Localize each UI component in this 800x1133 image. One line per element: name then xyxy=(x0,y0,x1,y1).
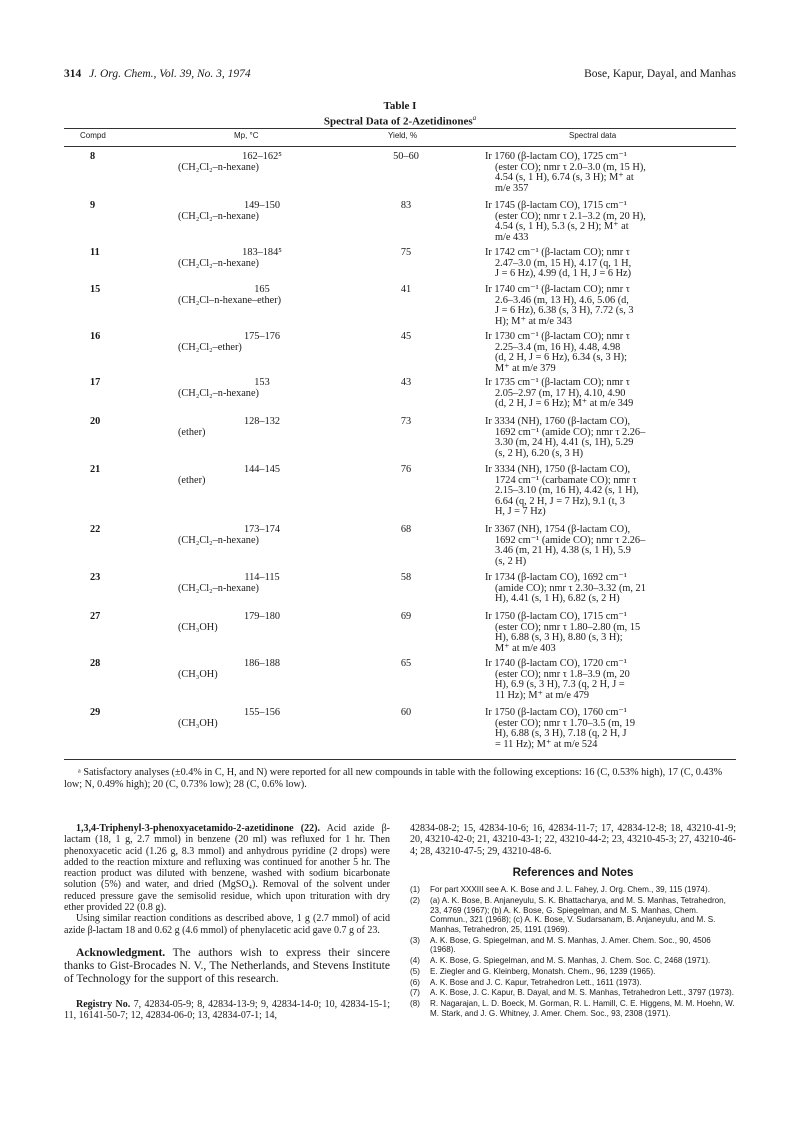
spectral-line: 4.54 (s, 1 H), 5.3 (s, 2 H); M⁺ at xyxy=(495,221,629,233)
spectral-cell xyxy=(485,248,736,280)
acknowledgment xyxy=(64,946,390,986)
compd-cell: 17 xyxy=(90,377,101,388)
spectral-line: Ir 1734 (β-lactam CO), 1692 cm⁻¹ xyxy=(485,572,627,583)
spectral-line: H), 6.9 (s, 3 H), 7.3 (q, 2 H, J = xyxy=(495,679,625,691)
spectral-line: Ir 1730 cm⁻¹ (β-lactam CO); nmr τ xyxy=(485,331,630,342)
mp-value: 162–162⁵ xyxy=(242,151,282,162)
spectral-line: 2.6–3.46 (m, 13 H), 4.6, 5.06 (d, xyxy=(495,294,629,306)
spectral-cell xyxy=(485,573,736,605)
reference-number: (4) xyxy=(410,956,420,966)
table-header-rule xyxy=(64,146,736,147)
spectral-cell xyxy=(485,465,736,518)
solvent-value: (CH₃OH) xyxy=(178,668,218,680)
solvent-value: (CH₂Cl₂–n-hexane) xyxy=(178,582,259,594)
reference-item xyxy=(410,936,736,955)
reference-item xyxy=(410,967,736,977)
mp-value: 153 xyxy=(254,377,270,388)
yield-cell: 50–60 xyxy=(393,151,419,162)
yield-cell: 41 xyxy=(400,284,412,295)
reference-text: A. K. Bose, G. Spiegelman, and M. S. Manhas, J. Amer. Chem. Soc., 90, 4506 (1968). xyxy=(430,935,711,955)
spectral-line: m/e 357 xyxy=(495,182,529,194)
acknowledgment-body: The authors wish to express their sincere thanks to Gist-Brocades N. V., The Netherlands, and Stevens Institute of Technology for the support of this research. xyxy=(64,945,390,986)
spectral-line: (ester CO); nmr τ 1.80–2.80 (m, 15 xyxy=(495,621,641,633)
reference-item xyxy=(410,885,736,895)
table-bottom-rule xyxy=(64,759,736,760)
table-caption xyxy=(0,100,800,128)
table-footnote: ᵃ Satisfactory analyses (±0.4% in C, H, and N) were reported for all new compounds in table with the following exceptions: 16 (C, 0.53% high), 17 (C, 0.43% low; N, 0.49% high); 20 (C, 0.73% low); 28 (C, 0.6% low). xyxy=(64,767,723,790)
spectral-line: M⁺ at m/e 379 xyxy=(495,362,556,374)
spectral-line: 6.64 (q, 2 H, J = 7 Hz), 9.1 (t, 3 xyxy=(495,495,625,507)
experimental-heading: 1,3,4-Triphenyl-3-phenoxyacetamido-2-azetidinone (22). xyxy=(76,823,320,834)
mp-value: 149–150 xyxy=(243,200,281,211)
reference-text: A. K. Bose, J. C. Kapur, B. Dayal, and M. S. Manhas, Tetrahedron Lett., 3797 (1973). xyxy=(430,988,734,998)
spectral-line: J = 6 Hz), 6.38 (s, 3 H), 7.72 (s, 3 xyxy=(495,305,634,317)
col-header-mp: Mp, °C xyxy=(234,131,259,140)
yield-cell: 60 xyxy=(400,707,412,718)
reference-text: E. Ziegler and G. Kleinberg, Monatsh. Chem., 96, 1239 (1965). xyxy=(430,966,656,976)
reference-number: (8) xyxy=(410,998,420,1008)
yield-cell: 43 xyxy=(400,377,412,388)
solvent-value: (CH₂Cl₂–n-hexane) xyxy=(178,161,259,173)
spectral-line: (s, 2 H), 6.20 (s, 3 H) xyxy=(495,447,584,459)
spectral-line: H, J = 7 Hz) xyxy=(495,506,546,518)
yield-cell: 73 xyxy=(400,416,412,427)
reference-text: A. K. Bose, G. Spiegelman, and M. S. Manhas, J. Chem. Soc. C, 2468 (1971). xyxy=(430,956,711,966)
mp-value: 114–115 xyxy=(244,572,280,583)
spectral-cell xyxy=(485,152,736,194)
mp-value: 183–184⁵ xyxy=(242,247,282,258)
spectral-line: 1724 cm⁻¹ (carbamate CO); nmr τ xyxy=(495,474,637,486)
mp-cell xyxy=(178,285,346,306)
spectral-line: Ir 1750 (β-lactam CO), 1760 cm⁻¹ xyxy=(485,707,627,718)
mp-value: 144–145 xyxy=(243,464,281,475)
compd-cell: 20 xyxy=(90,416,101,427)
reference-text: For part XXXIII see A. K. Bose and J. L. Fahey, J. Org. Chem., 39, 115 (1974). xyxy=(430,885,710,895)
spectral-line: M⁺ at m/e 403 xyxy=(495,642,556,654)
compd-cell: 28 xyxy=(90,658,101,669)
spectral-line: Ir 1740 cm⁻¹ (β-lactam CO); nmr τ xyxy=(485,284,630,295)
reference-item xyxy=(410,999,736,1018)
solvent-value: (ether) xyxy=(178,474,206,486)
col-header-compd: Compd xyxy=(80,131,106,140)
mp-value: 179–180 xyxy=(243,611,281,622)
solvent-value: (CH₃OH) xyxy=(178,621,218,633)
solvent-value: (CH₂Cl₂–n-hexane) xyxy=(178,387,259,399)
experimental-paragraph-2: Using similar reaction conditions as described above, 1 g (2.7 mmol) of acid azide β-lactam 18 and 0.62 g (4.6 mmol) of phenylacetic acid gave 0.7 g of 23. xyxy=(64,913,390,936)
yield-cell: 45 xyxy=(400,331,412,342)
solvent-value: (CH₂Cl₂–ether) xyxy=(178,341,242,353)
spectral-line: 2.05–2.97 (m, 17 H), 4.10, 4.90 xyxy=(495,387,626,399)
registry-heading: Registry No. xyxy=(76,998,131,1010)
solvent-value: (CH₂Cl₂–n-hexane) xyxy=(178,257,259,269)
mp-cell xyxy=(178,378,346,399)
reference-item xyxy=(410,978,736,988)
mp-value: 155–156 xyxy=(243,707,281,718)
reference-number: (1) xyxy=(410,885,420,895)
journal-citation: J. Org. Chem., Vol. 39, No. 3, 1974 xyxy=(89,68,251,80)
compd-cell: 23 xyxy=(90,572,101,583)
reference-item xyxy=(410,896,736,935)
spectral-cell xyxy=(485,417,736,459)
mp-cell xyxy=(178,465,346,486)
spectral-line: 1692 cm⁻¹ (amide CO); nmr τ 2.26– xyxy=(495,426,646,438)
mp-value: 128–132 xyxy=(243,416,281,427)
spectral-line: Ir 1735 cm⁻¹ (β-lactam CO); nmr τ xyxy=(485,377,630,388)
compd-cell: 15 xyxy=(90,284,101,295)
compd-cell: 9 xyxy=(90,200,96,211)
spectral-cell xyxy=(485,201,736,243)
spectral-line: (ester CO); nmr τ 1.8–3.9 (m, 20 xyxy=(495,668,630,680)
yield-cell: 69 xyxy=(400,611,412,622)
registry-numbers xyxy=(64,999,390,1022)
yield-cell: 83 xyxy=(400,200,412,211)
spectral-line: (s, 2 H) xyxy=(495,555,527,567)
spectral-line: Ir 1750 (β-lactam CO), 1715 cm⁻¹ xyxy=(485,611,627,622)
left-column xyxy=(64,823,390,1021)
compd-cell: 27 xyxy=(90,611,101,622)
spectral-line: (d, 2 H, J = 6 Hz); M⁺ at m/e 349 xyxy=(495,398,634,410)
mp-cell xyxy=(178,248,346,269)
spectral-line: (ester CO); nmr τ 2.0–3.0 (m, 15 H), xyxy=(495,161,646,173)
yield-cell: 58 xyxy=(400,572,412,583)
table-title: Spectral Data of 2-Azetidinones xyxy=(323,115,473,128)
mp-value: 173–174 xyxy=(243,524,281,535)
compd-cell: 22 xyxy=(90,524,101,535)
table-title-note: a xyxy=(472,114,477,122)
spectral-line: (d, 2 H, J = 6 Hz), 6.34 (s, 3 H); xyxy=(495,352,627,364)
mp-value: 186–188 xyxy=(243,658,281,669)
mp-cell xyxy=(178,659,346,680)
compd-cell: 21 xyxy=(90,464,101,475)
spectral-line: Ir 1742 cm⁻¹ (β-lactam CO); nmr τ xyxy=(485,247,630,258)
spectral-line: H), 4.41 (s, 1 H), 6.82 (s, 2 H) xyxy=(495,593,620,605)
spectral-line: (ester CO); nmr τ 1.70–3.5 (m, 19 xyxy=(495,717,635,729)
reference-number: (3) xyxy=(410,935,420,945)
registry-body: 7, 42834-05-9; 8, 42834-13-9; 9, 42834-14-0; 10, 42834-15-1; 11, 16141-50-7; 12, 42834-06-0; 13, 42834-07-1; 14, xyxy=(64,998,390,1021)
reference-number: (2) xyxy=(410,895,420,905)
page-number: 314 xyxy=(64,68,82,80)
col-header-yield: Yield, % xyxy=(388,131,418,140)
experimental-body: Acid azide β-lactam (18, 1 g, 2.7 mmol) in benzene (20 ml) was refluxed for 1 hr. Then phenoxyacetic acid (1.26 g, 8.3 mmol) and anhydrous pyridine (2 drops) were added to the reaction mixture and refluxing was continued for another 5 hr. The reaction product was diluted with benzene, washed with sodium bicarbonate solution (5%) and water, and dried (MgSO₄). Removal of the solvent under reduced pressure gave the semisolid residue, which upon trituration with dry ether provided 22 (0.8 g). xyxy=(64,823,391,914)
mp-cell xyxy=(178,152,346,173)
spectral-cell xyxy=(485,285,736,327)
yield-cell: 65 xyxy=(400,658,412,669)
spectral-line: (amide CO); nmr τ 2.30–3.32 (m, 21 xyxy=(495,582,646,594)
registry-continued: 42834-08-2; 15, 42834-10-6; 16, 42834-11-7; 17, 42834-12-8; 18, 43210-41-9; 20, 43210-42-0; 21, 43210-43-1; 22, 43210-44-2; 23, 43210-45-3; 27, 43210-46-4; 28, 43210-47-5; 29, 43210-48-6. xyxy=(410,823,736,857)
spectral-line: H); M⁺ at m/e 343 xyxy=(495,315,572,327)
spectral-line: 2.47–3.0 (m, 15 H), 4.17 (q, 1 H, xyxy=(495,257,632,269)
compd-cell: 8 xyxy=(90,151,96,162)
solvent-value: (CH₃OH) xyxy=(178,717,218,729)
yield-cell: 68 xyxy=(400,524,412,535)
spectral-cell xyxy=(485,612,736,654)
spectral-cell xyxy=(485,525,736,567)
compd-cell: 29 xyxy=(90,707,101,718)
references-heading: References and Notes xyxy=(512,866,634,879)
solvent-value: (CH₂Cl₂–n-hexane) xyxy=(178,210,259,222)
spectral-line: Ir 3367 (NH), 1754 (β-lactam CO), xyxy=(485,524,631,535)
spectral-line: 2.15–3.10 (m, 16 H), 4.42 (s, 1 H), xyxy=(495,485,639,497)
spectral-line: J = 6 Hz), 4.99 (d, 1 H, J = 6 Hz) xyxy=(495,268,632,280)
reference-item xyxy=(410,988,736,998)
references-list xyxy=(410,885,736,1018)
reference-number: (6) xyxy=(410,977,420,987)
solvent-value: (CH₂Cl–n-hexane–ether) xyxy=(178,294,282,306)
spectral-line: (ester CO); nmr τ 2.1–3.2 (m, 20 H), xyxy=(495,210,646,222)
experimental-paragraph xyxy=(64,823,390,913)
reference-item xyxy=(410,956,736,966)
compd-cell: 11 xyxy=(90,247,100,258)
table-label: Table I xyxy=(383,100,417,112)
table-title-line xyxy=(0,112,800,128)
mp-cell xyxy=(178,201,346,222)
yield-cell: 75 xyxy=(400,247,412,258)
reference-number: (7) xyxy=(410,988,420,998)
header-authors: Bose, Kapur, Dayal, and Manhas xyxy=(584,68,736,80)
mp-cell xyxy=(178,573,346,594)
reference-text: (a) A. K. Bose, B. Anjaneyulu, S. K. Bhattacharya, and M. S. Manhas, Tetrahedron, 23, 4769 (1967); (b) A. K. Bose, G. Spiegelman, and M. S. Manhas, Chem. Commun., 321 (1968); (c) A. K. Bose, V. Sudarsanam, B. Anjaneyulu, and M. S. Manhas, Tetrahedron, 25, 1191 (1969). xyxy=(430,895,726,934)
spectral-line: 4.54 (s, 1 H), 6.74 (s, 3 H); M⁺ at xyxy=(495,172,634,184)
mp-cell xyxy=(178,525,346,546)
spectral-cell xyxy=(485,378,736,410)
table-top-rule xyxy=(64,128,736,129)
running-header xyxy=(64,68,736,84)
spectral-line: Ir 1760 (β-lactam CO), 1725 cm⁻¹ xyxy=(485,151,627,162)
spectral-line: 2.25–3.4 (m, 16 H), 4.48, 4.98 xyxy=(495,341,621,353)
compd-cell: 16 xyxy=(90,331,101,342)
spectral-line: H), 6.88 (s, 3 H), 8.80 (s, 3 H); xyxy=(495,632,623,644)
spectral-line: m/e 433 xyxy=(495,231,529,243)
mp-cell xyxy=(178,332,346,353)
spectral-line: Ir 3334 (NH), 1750 (β-lactam CO), xyxy=(485,464,631,475)
col-header-spectral: Spectral data xyxy=(569,131,617,140)
right-column xyxy=(410,823,736,1019)
spectral-cell xyxy=(485,659,736,701)
header-left xyxy=(64,68,251,80)
mp-value: 165 xyxy=(254,284,270,295)
spectral-line: Ir 1745 (β-lactam CO), 1715 cm⁻¹ xyxy=(485,200,627,211)
mp-cell xyxy=(178,708,346,729)
solvent-value: (CH₂Cl₂–n-hexane) xyxy=(178,534,259,546)
spectral-line: Ir 1740 (β-lactam CO), 1720 cm⁻¹ xyxy=(485,658,627,669)
spectral-line: 1692 cm⁻¹ (amide CO); nmr τ 2.26– xyxy=(495,534,646,546)
spectral-line: 3.30 (m, 24 H), 4.41 (s, 1H), 5.29 xyxy=(495,437,634,449)
yield-cell: 76 xyxy=(400,464,412,475)
spectral-cell xyxy=(485,708,736,750)
spectral-line: = 11 Hz); M⁺ at m/e 524 xyxy=(495,738,598,750)
spectral-line: H), 6.88 (s, 3 H), 7.18 (q, 2 H, J xyxy=(495,728,627,740)
reference-text: R. Nagarajan, L. D. Boeck, M. Gorman, R. L. Hamill, C. E. Higgens, M. M. Hoehn, W. M. Stark, and J. G. Whitney, J. Amer. Chem. Soc., 93, 2308 (1971). xyxy=(430,998,735,1018)
mp-cell xyxy=(178,612,346,633)
spectral-line: 11 Hz); M⁺ at m/e 479 xyxy=(495,689,589,701)
spectral-cell xyxy=(485,332,736,374)
mp-cell xyxy=(178,417,346,438)
acknowledgment-heading: Acknowledgment. xyxy=(76,945,166,959)
spectral-line: 3.46 (m, 21 H), 4.38 (s, 1 H), 5.9 xyxy=(495,545,631,557)
reference-number: (5) xyxy=(410,966,420,976)
solvent-value: (ether) xyxy=(178,426,206,438)
spectral-line: Ir 3334 (NH), 1760 (β-lactam CO), xyxy=(485,416,631,427)
reference-text: A. K. Bose and J. C. Kapur, Tetrahedron Lett., 1611 (1973). xyxy=(430,977,642,987)
mp-value: 175–176 xyxy=(243,331,281,342)
